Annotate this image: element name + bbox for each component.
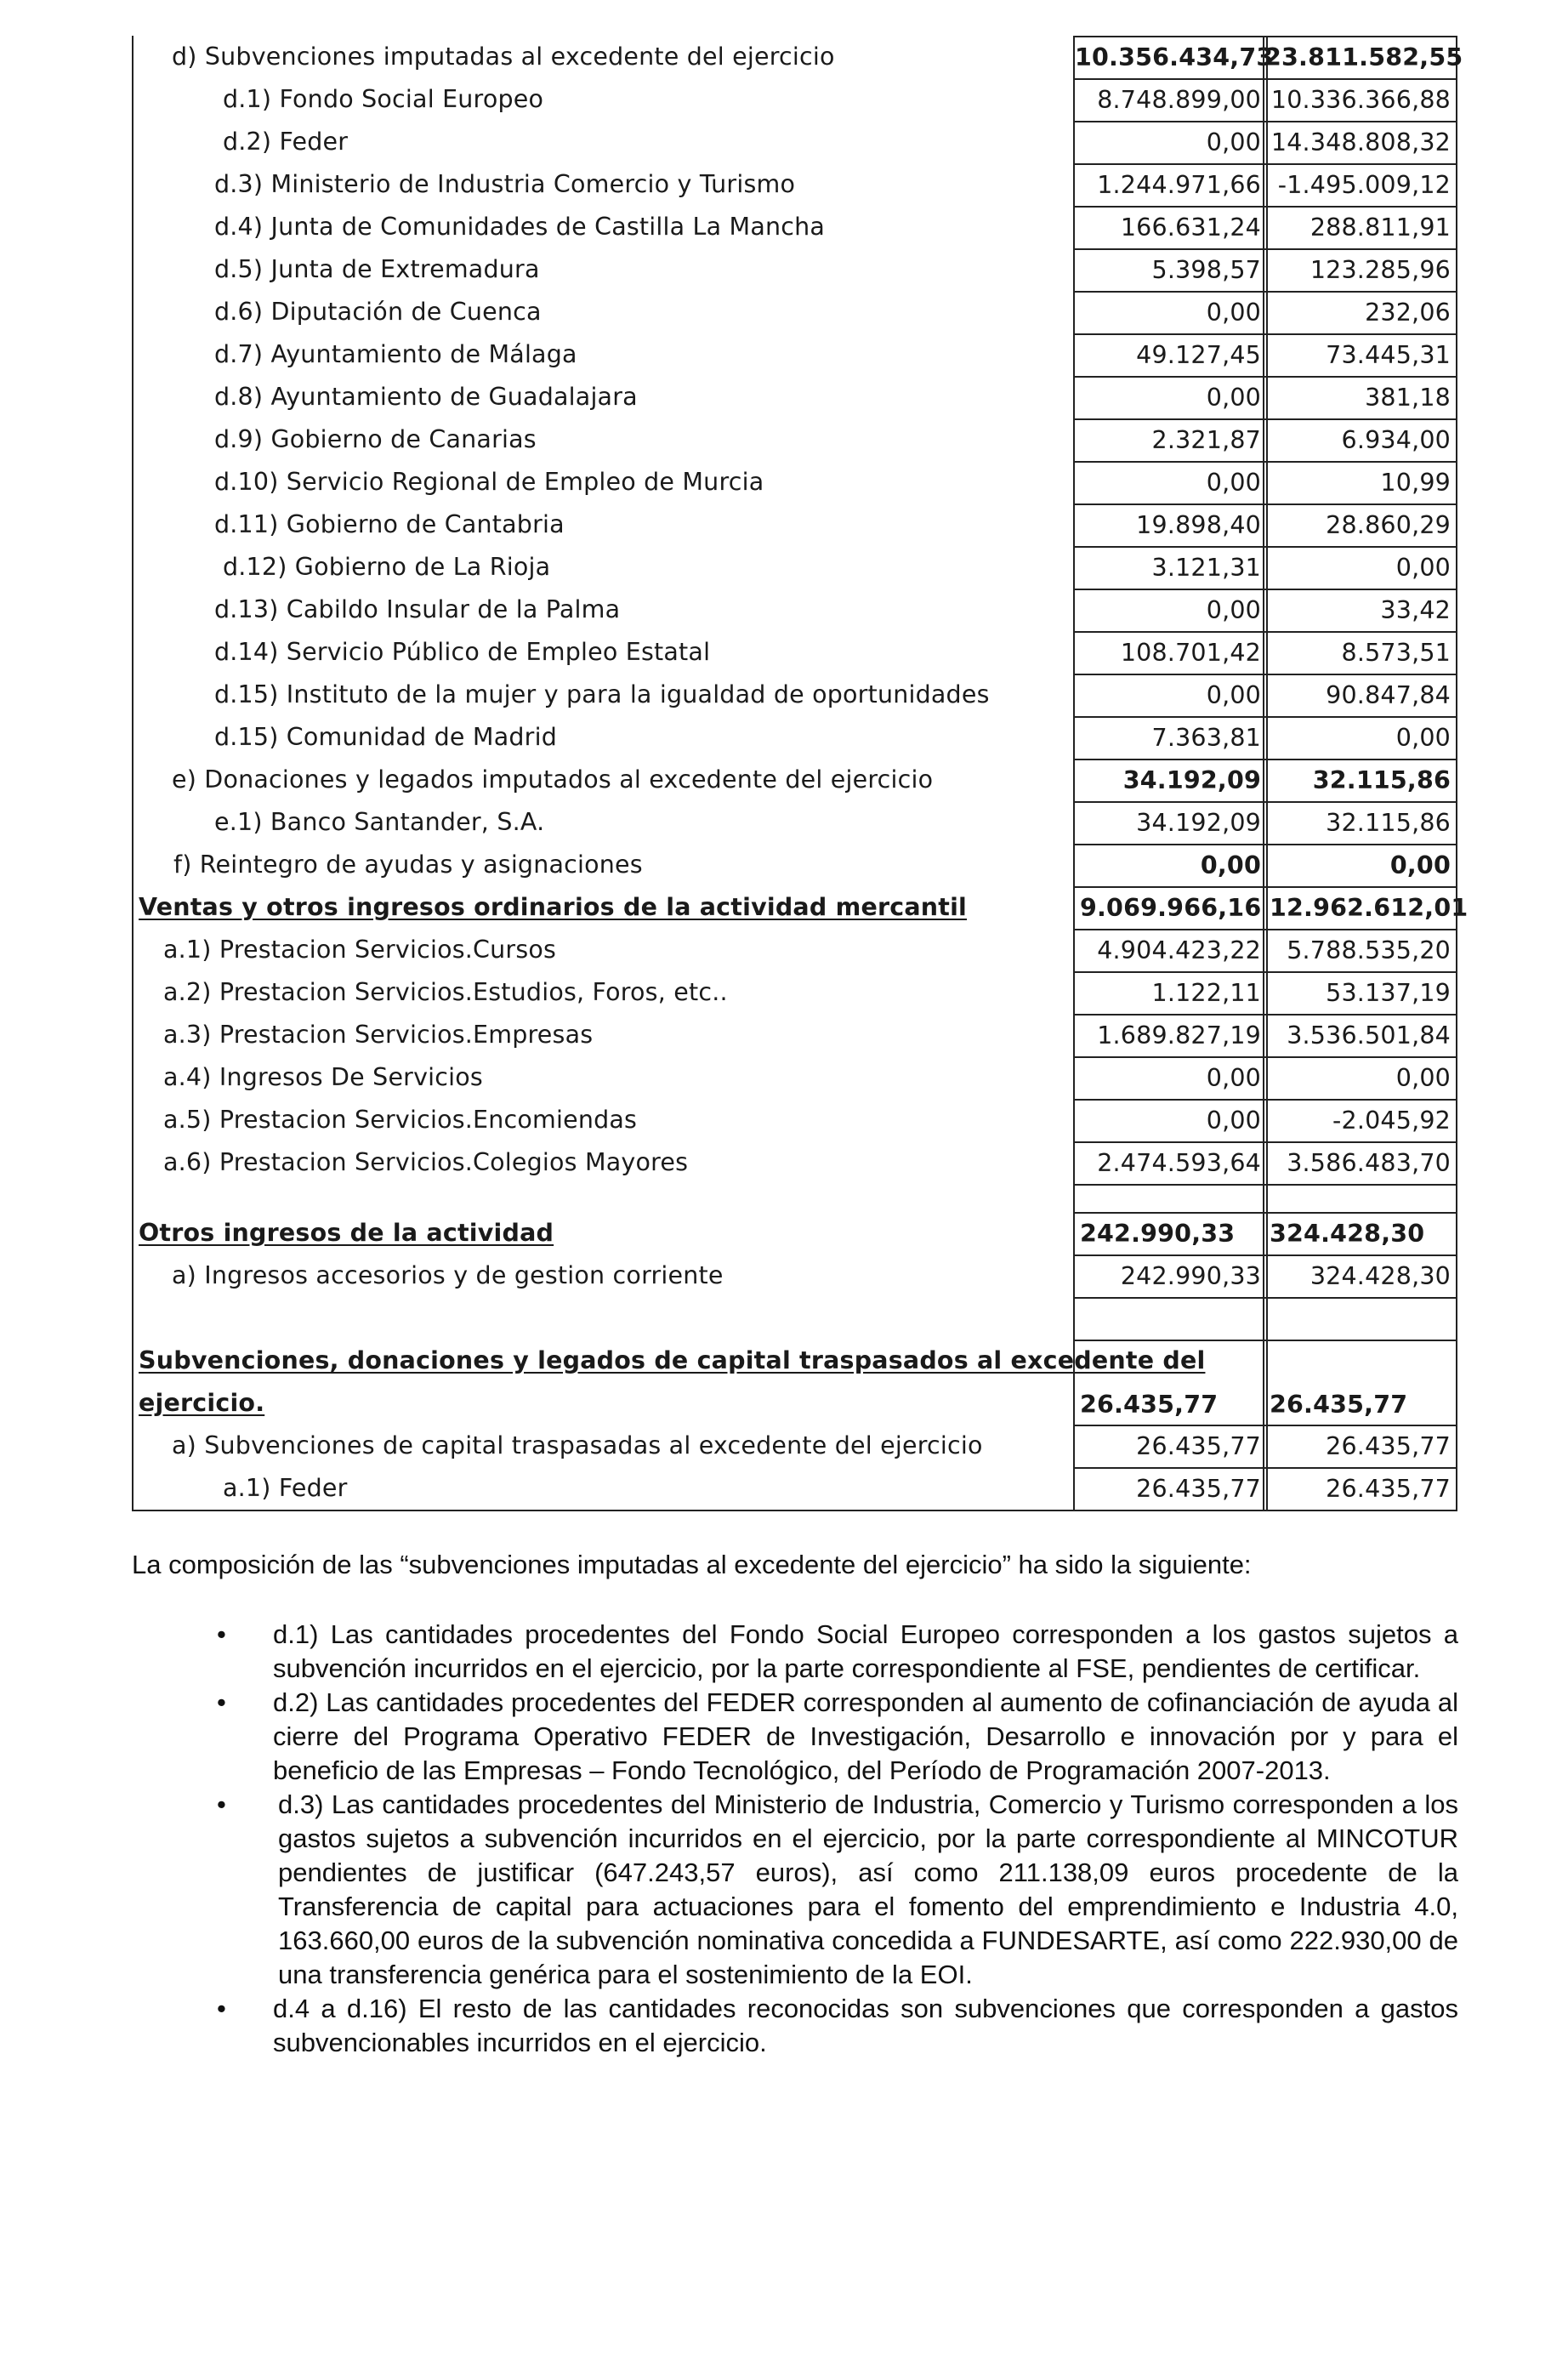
table-row <box>134 418 1456 461</box>
table-row <box>134 716 1456 759</box>
value-year-1: 4.904.423,22 <box>1073 929 1268 973</box>
value-year-1: 0,00 <box>1073 589 1268 633</box>
list-item <box>132 1788 1458 1992</box>
value-year-2: 0,00 <box>1263 546 1457 590</box>
table-row <box>134 1212 1456 1254</box>
value-year-1: 0,00 <box>1073 291 1268 335</box>
table-row <box>134 801 1456 844</box>
value-year-1: 0,00 <box>1073 1056 1268 1101</box>
row-label: d.9) Gobierno de Canarias <box>214 425 537 453</box>
row-label: d.14) Servicio Público de Empleo Estatal <box>214 638 711 666</box>
value-year-1: 19.898,40 <box>1073 503 1268 548</box>
row-label: e) Donaciones y legados imputados al excedente del ejercicio <box>172 765 934 794</box>
bullet-icon: • <box>217 1789 226 1819</box>
row-label: a.1) Feder <box>223 1474 348 1502</box>
list-item <box>132 1618 1458 1686</box>
list-item <box>132 1992 1458 2060</box>
table-row <box>134 1297 1456 1425</box>
value-year-1: 5.398,57 <box>1073 248 1268 293</box>
table-row <box>134 248 1456 291</box>
value-year-1: 242.990,33 <box>1073 1254 1268 1299</box>
value-year-2: 32.115,86 <box>1263 801 1457 845</box>
value-year-1: 10.356.434,73 <box>1073 36 1268 80</box>
section-heading: Otros ingresos de la actividad <box>139 1219 554 1247</box>
value-year-1: 0,00 <box>1073 121 1268 165</box>
value-year-2: 3.586.483,70 <box>1263 1141 1457 1186</box>
bullet-icon: • <box>217 1994 226 2023</box>
value-year-2: 3.536.501,84 <box>1263 1014 1457 1058</box>
value-year-2: 324.428,30 <box>1263 1212 1457 1256</box>
value-year-2: 12.962.612,01 <box>1263 886 1457 930</box>
value-year-1: 1.689.827,19 <box>1073 1014 1268 1058</box>
value-year-2: 26.435,77 <box>1263 1340 1457 1426</box>
list-item <box>132 1686 1458 1788</box>
value-year-1: 0,00 <box>1073 844 1268 888</box>
table-row <box>134 929 1456 971</box>
table-row <box>134 1099 1456 1141</box>
value-year-1: 3.121,31 <box>1073 546 1268 590</box>
value-year-1: 26.435,77 <box>1073 1340 1268 1426</box>
table-row <box>134 121 1456 163</box>
table-row <box>134 1014 1456 1056</box>
row-label: d.1) Fondo Social Europeo <box>223 85 544 113</box>
row-label: d.2) Feder <box>223 128 349 156</box>
table-row <box>134 36 1463 78</box>
value-year-1: 9.069.966,16 <box>1073 886 1268 930</box>
row-label: d.15) Instituto de la mujer y para la igualdad de oportunidades <box>214 680 990 708</box>
value-year-1: 34.192,09 <box>1073 801 1268 845</box>
row-label: a.1) Prestacion Servicios.Cursos <box>163 936 557 964</box>
bullet-list <box>132 1618 1458 2060</box>
bullet-icon: • <box>217 1619 226 1649</box>
value-year-2: 381,18 <box>1263 376 1457 420</box>
value-year-1: 0,00 <box>1073 1099 1268 1143</box>
value-year-2: 8.573,51 <box>1263 631 1457 675</box>
bullet-text: d.2) Las cantidades procedentes del FEDER corresponden al aumento de cofinanciación de ayuda al cierre del Programa Operativo FEDER de Investigación, Desarrollo e innovación por y para el beneficio de las Empresas – Fondo Tecnológico, del Período de Programación 2007-2013. <box>273 1687 1458 1785</box>
row-label: d.13) Cabildo Insular de la Palma <box>214 595 621 623</box>
value-year-1: 1.244.971,66 <box>1073 163 1268 208</box>
table-row <box>134 1425 1456 1467</box>
spacer-row <box>134 1184 1456 1212</box>
row-label: d.15) Comunidad de Madrid <box>214 723 557 751</box>
value-year-2: 28.860,29 <box>1263 503 1457 548</box>
row-label: f) Reintegro de ayudas y asignaciones <box>173 851 643 879</box>
value-year-2: -2.045,92 <box>1263 1099 1457 1143</box>
table-row <box>134 886 1469 929</box>
spacer-cell <box>1263 1184 1457 1212</box>
value-year-2: 32.115,86 <box>1263 759 1457 803</box>
value-year-1: 242.990,33 <box>1073 1212 1268 1256</box>
value-year-2: 0,00 <box>1263 716 1457 760</box>
value-year-1: 108.701,42 <box>1073 631 1268 675</box>
bullet-text: d.4 a d.16) El resto de las cantidades reconocidas son subvenciones que corresponden a gastos subvencionables incurridos en el ejercicio. <box>273 1994 1458 2057</box>
row-label: a.5) Prestacion Servicios.Encomiendas <box>163 1106 638 1134</box>
table-row <box>134 503 1456 546</box>
value-year-1: 26.435,77 <box>1073 1467 1268 1511</box>
value-year-2: 324.428,30 <box>1263 1254 1457 1299</box>
row-label: a.4) Ingresos De Servicios <box>163 1063 483 1091</box>
value-year-2: 232,06 <box>1263 291 1457 335</box>
row-label: a) Subvenciones de capital traspasadas al excedente del ejercicio <box>172 1431 983 1459</box>
row-label: d.3) Ministerio de Industria Comercio y Turismo <box>214 170 796 198</box>
table-row <box>134 376 1456 418</box>
value-year-1: 0,00 <box>1073 376 1268 420</box>
value-year-2: 10,99 <box>1263 461 1457 505</box>
value-year-1: 34.192,09 <box>1073 759 1268 803</box>
table-row <box>134 291 1456 333</box>
row-label: e.1) Banco Santander, S.A. <box>214 808 545 836</box>
spacer-cell <box>1073 1184 1268 1212</box>
value-year-1: 1.122,11 <box>1073 971 1268 1016</box>
intro-paragraph: La composición de las “subvenciones imputadas al excedente del ejercicio” ha sido la siguiente: <box>132 1550 1252 1579</box>
table-row <box>134 674 1456 716</box>
table-row <box>134 461 1456 503</box>
value-year-2: 53.137,19 <box>1263 971 1457 1016</box>
row-label: d.4) Junta de Comunidades de Castilla La Mancha <box>214 213 826 241</box>
empty-cell <box>1263 1297 1457 1341</box>
bullet-text: d.3) Las cantidades procedentes del Ministerio de Industria, Comercio y Turismo corresponden a los gastos sujetos a subvención incurridos en el ejercicio, por la parte correspondiente al MINCOTUR pendientes de justificar (647.243,57 euros), así como 211.138,09 euros procedente de la Transferencia de capital para actuaciones para el fomento del emprendimiento e Industria 4.0, 163.660,00 euros de la subvención nominativa concedida a FUNDESARTE, así como 222.930,00 de una transferencia genérica para el sostenimiento de la EOI. <box>278 1789 1458 1989</box>
value-year-2: -1.495.009,12 <box>1263 163 1457 208</box>
section-heading: Ventas y otros ingresos ordinarios de la actividad mercantil <box>139 893 968 921</box>
value-year-1: 0,00 <box>1073 461 1268 505</box>
value-year-2: 10.336.366,88 <box>1263 78 1457 122</box>
value-year-1: 2.321,87 <box>1073 418 1268 463</box>
table-row <box>134 589 1456 631</box>
value-year-2: 90.847,84 <box>1263 674 1457 718</box>
value-year-1: 49.127,45 <box>1073 333 1268 378</box>
row-label: d.7) Ayuntamiento de Málaga <box>214 340 577 368</box>
value-year-2: 26.435,77 <box>1263 1425 1457 1469</box>
row-label: a) Ingresos accesorios y de gestion corriente <box>172 1261 724 1289</box>
value-year-2: 73.445,31 <box>1263 333 1457 378</box>
value-year-1: 0,00 <box>1073 674 1268 718</box>
section-heading-line-2: ejercicio. <box>139 1389 265 1417</box>
bullet-icon: • <box>217 1687 226 1717</box>
table-row <box>134 1254 1456 1297</box>
value-year-2: 23.811.582,55 <box>1263 36 1457 80</box>
row-label: d.12) Gobierno de La Rioja <box>223 553 551 581</box>
value-year-2: 14.348.808,32 <box>1263 121 1457 165</box>
table-row <box>134 844 1456 886</box>
table-row <box>134 1467 1456 1510</box>
table-row <box>134 333 1456 376</box>
row-label: a.2) Prestacion Servicios.Estudios, Foros, etc.. <box>163 978 728 1006</box>
bullet-text: d.1) Las cantidades procedentes del Fondo Social Europeo corresponden a los gastos sujetos a subvención incurridos en el ejercicio, por la parte correspondiente al FSE, pendientes de certificar. <box>273 1619 1458 1683</box>
table-row <box>134 759 1456 801</box>
value-year-2: 26.435,77 <box>1263 1467 1457 1511</box>
value-year-2: 0,00 <box>1263 844 1457 888</box>
table-row <box>134 631 1456 674</box>
value-year-2: 0,00 <box>1263 1056 1457 1101</box>
row-label: d.8) Ayuntamiento de Guadalajara <box>214 383 638 411</box>
value-year-2: 123.285,96 <box>1263 248 1457 293</box>
value-year-1: 26.435,77 <box>1073 1425 1268 1469</box>
row-label: d.5) Junta de Extremadura <box>214 255 540 283</box>
row-label: d) Subvenciones imputadas al excedente del ejercicio <box>172 43 835 71</box>
value-year-2: 5.788.535,20 <box>1263 929 1457 973</box>
value-year-1: 2.474.593,64 <box>1073 1141 1268 1186</box>
row-label: d.6) Diputación de Cuenca <box>214 298 542 326</box>
table-row <box>134 78 1456 121</box>
value-year-1: 7.363,81 <box>1073 716 1268 760</box>
value-year-1: 8.748.899,00 <box>1073 78 1268 122</box>
empty-cell <box>1073 1297 1268 1341</box>
table-row <box>134 1056 1456 1099</box>
row-label: d.11) Gobierno de Cantabria <box>214 510 565 538</box>
table-row <box>134 206 1456 248</box>
value-year-1: 166.631,24 <box>1073 206 1268 250</box>
income-table <box>132 36 1469 1511</box>
table-row <box>134 546 1456 589</box>
value-year-2: 288.811,91 <box>1263 206 1457 250</box>
value-year-2: 33,42 <box>1263 589 1457 633</box>
table-row <box>134 163 1456 206</box>
table-row <box>134 971 1456 1014</box>
row-label: d.10) Servicio Regional de Empleo de Murcia <box>214 468 764 496</box>
value-year-2: 6.934,00 <box>1263 418 1457 463</box>
table-row <box>134 1141 1456 1184</box>
section-heading-line-1: Subvenciones, donaciones y legados de capital traspasados al excedente del <box>139 1346 1206 1374</box>
row-label: a.6) Prestacion Servicios.Colegios Mayores <box>163 1148 689 1176</box>
row-label: a.3) Prestacion Servicios.Empresas <box>163 1021 594 1049</box>
